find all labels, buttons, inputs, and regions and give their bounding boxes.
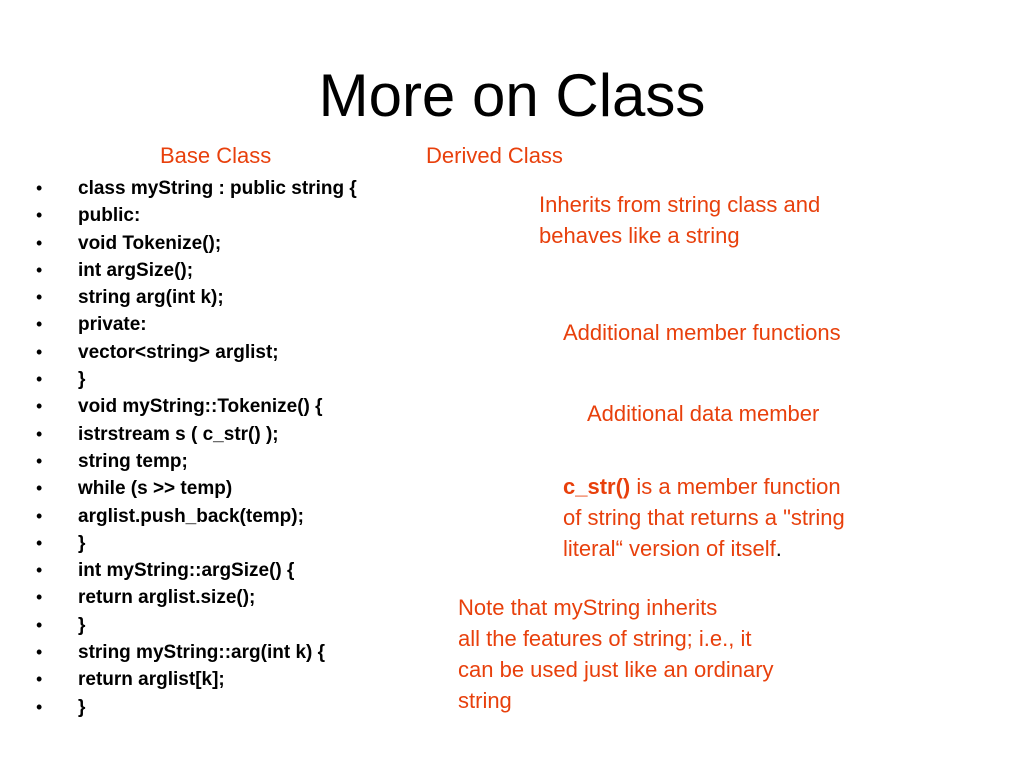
bullet-glyph: • <box>36 232 43 253</box>
code-line <box>36 503 357 530</box>
bullet-glyph: • <box>36 287 43 308</box>
note-line: Additional member functions <box>563 320 841 345</box>
member-functions-note <box>563 317 841 348</box>
code-text: string myString::arg(int k) { <box>78 642 326 664</box>
code-text: string arg(int k); <box>78 287 224 309</box>
cstr-line1-rest: is a member function <box>630 474 841 499</box>
code-text: private: <box>78 314 147 336</box>
code-line <box>36 639 357 666</box>
bullet-glyph: • <box>36 642 43 663</box>
cstr-note <box>563 471 845 564</box>
data-member-note <box>587 398 819 429</box>
note-line: behaves like a string <box>539 223 740 248</box>
bullet-glyph: • <box>36 560 43 581</box>
code-line <box>36 393 357 420</box>
code-text: void myString::Tokenize() { <box>78 396 323 418</box>
code-line <box>36 612 357 639</box>
code-text: void Tokenize(); <box>78 232 222 254</box>
bullet-glyph: • <box>36 396 43 417</box>
code-line <box>36 475 357 502</box>
code-line <box>36 257 357 284</box>
base-class-label: Base Class <box>160 143 272 168</box>
bullet-glyph: • <box>36 505 43 526</box>
code-text: arglist.push_back(temp); <box>78 505 304 527</box>
code-text: } <box>78 369 86 391</box>
code-bullet-list <box>36 175 357 721</box>
code-text: vector<string> arglist; <box>78 341 279 363</box>
slide-title: More on Class <box>318 62 706 129</box>
bullet-glyph: • <box>36 669 43 690</box>
code-line <box>36 230 357 257</box>
derived-class-label: Derived Class <box>426 143 563 168</box>
bullet-glyph: • <box>36 205 43 226</box>
cstr-term: c_str() <box>563 474 631 499</box>
note-line: all the features of string; i.e., it <box>458 626 752 651</box>
code-line <box>36 311 357 338</box>
inherits-note <box>539 189 820 251</box>
code-text: istrstream s ( c_str() ); <box>78 423 279 445</box>
code-line <box>36 666 357 693</box>
note-line: Note that myString inherits <box>458 595 718 620</box>
cstr-line3: literal“ version of itself <box>563 536 776 561</box>
code-line <box>36 584 357 611</box>
bullet-glyph: • <box>36 423 43 444</box>
code-line <box>36 175 357 202</box>
note-line: of string that returns a "string <box>563 505 845 530</box>
code-line <box>36 557 357 584</box>
code-line <box>36 421 357 448</box>
bullet-glyph: • <box>36 696 43 717</box>
cstr-period: . <box>775 536 782 561</box>
note-line <box>563 533 845 564</box>
code-text: int myString::argSize() { <box>78 560 295 582</box>
code-text: int argSize(); <box>78 259 194 281</box>
bullet-glyph: • <box>36 341 43 362</box>
bullet-glyph: • <box>36 369 43 390</box>
code-line <box>36 202 357 229</box>
code-text: string temp; <box>78 450 188 472</box>
bullet-glyph: • <box>36 450 43 471</box>
note-line <box>563 471 845 502</box>
code-text: } <box>78 696 86 718</box>
code-text: while (s >> temp) <box>78 478 233 500</box>
note-line: can be used just like an ordinary <box>458 657 774 682</box>
bullet-glyph: • <box>36 178 43 198</box>
code-line <box>36 448 357 475</box>
bullet-glyph: • <box>36 259 43 280</box>
bullet-glyph: • <box>36 587 43 608</box>
bullet-glyph: • <box>36 478 43 499</box>
code-line <box>36 694 357 721</box>
code-text: } <box>78 614 86 636</box>
code-text: class myString : public string { <box>78 178 357 199</box>
code-line <box>36 530 357 557</box>
code-text: return arglist.size(); <box>78 587 256 609</box>
code-text: public: <box>78 205 141 227</box>
code-line <box>36 366 357 393</box>
bullet-glyph: • <box>36 314 43 335</box>
code-line <box>36 339 357 366</box>
code-text: } <box>78 532 86 554</box>
bullet-glyph: • <box>36 614 43 635</box>
note-that-note <box>458 592 774 716</box>
note-line: Additional data member <box>587 401 820 426</box>
note-line: string <box>458 688 512 713</box>
bullet-glyph: • <box>36 532 43 553</box>
code-line <box>36 284 357 311</box>
note-line: Inherits from string class and <box>539 192 821 217</box>
code-text: return arglist[k]; <box>78 669 225 691</box>
